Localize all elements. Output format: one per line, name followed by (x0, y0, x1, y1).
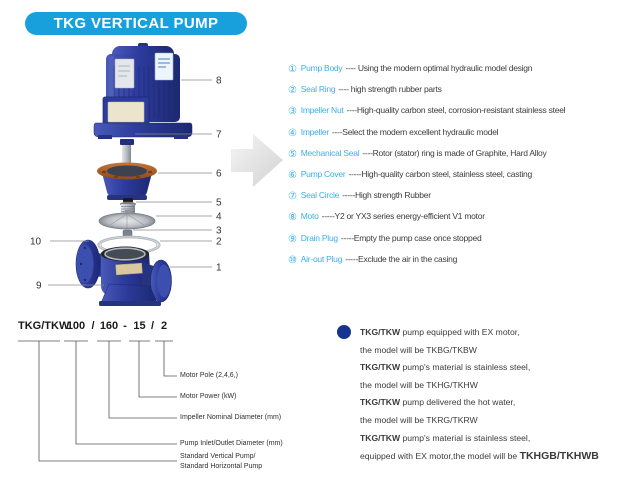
item-number: ④ (288, 128, 297, 139)
item-number: ⑦ (288, 191, 297, 202)
note-bullet-icon (337, 325, 351, 339)
inlet-flange (76, 240, 100, 288)
label-pump-type (180, 452, 262, 472)
motor (94, 43, 192, 139)
note-line: TKG/TKW pump's material is stainless steel, (360, 362, 531, 373)
part-description: -----Empty the pump case once stopped (340, 233, 482, 243)
label-motor-pole: Motor Pole (2,4,6,) (180, 372, 238, 379)
motor-flange (94, 123, 192, 137)
part-name: Mechanical Seal (300, 148, 360, 158)
note-line: the model will be TKBG/TKBW (360, 344, 477, 355)
pump-body (76, 240, 172, 306)
part-description: -----High strength Rubber (342, 190, 431, 200)
list-item (288, 105, 565, 117)
callout-9: 9 (36, 280, 42, 292)
model-sep2: - (123, 320, 127, 332)
item-number: ① (288, 64, 297, 75)
label-pump-type-line2: Standard Horizontal Pump (180, 463, 263, 470)
part-description: ----High-quality carbon steel, corrosion-resistant stainless steel (346, 105, 566, 115)
part-description: -----Exclude the air in the casing (345, 254, 458, 264)
item-number: ⑩ (288, 255, 297, 266)
motor-nameplate (115, 59, 134, 88)
item-number: ⑤ (288, 149, 297, 160)
part-name: Impeller (300, 127, 329, 137)
list-item (288, 63, 532, 75)
note-line: TKG/TKW pump's material is stainless steel, (360, 432, 531, 443)
part-description: -----High-quality carbon steel, stainless steel, casting (348, 169, 532, 179)
item-number: ⑨ (288, 234, 297, 245)
callout-8: 8 (216, 75, 222, 87)
part-name: Seal Circle (300, 190, 340, 200)
list-item (288, 190, 431, 202)
item-number: ③ (288, 106, 297, 117)
callout-4: 4 (216, 211, 222, 223)
note-line: the model will be TKRG/TKRW (360, 414, 478, 425)
pump-exploded-diagram (0, 40, 300, 320)
model-impeller: 160 (99, 320, 119, 332)
impeller (99, 210, 155, 229)
label-inlet-outlet: Pump Inlet/Outlet Diameter (mm) (180, 440, 283, 447)
label-pump-type-line1: Standard Vertical Pump/ (180, 453, 256, 460)
callout-3: 3 (216, 225, 222, 237)
page-title: TKG VERTICAL PUMP (25, 12, 247, 35)
label-impeller-diameter: Impeller Nominal Diameter (mm) (180, 414, 282, 421)
list-item (288, 211, 485, 223)
list-item (288, 127, 498, 139)
callout-6: 6 (216, 168, 222, 180)
pump-nameplate (116, 263, 143, 275)
impeller-nut (123, 230, 132, 237)
callout-5: 5 (216, 197, 222, 209)
direction-arrow-icon (231, 134, 283, 187)
part-name: Pump Cover (300, 169, 346, 179)
part-description: ----Rotor (stator) ring is made of Graphite, Hard Alloy (362, 148, 547, 158)
list-item (288, 233, 481, 245)
part-name: Impeller Nut (300, 105, 344, 115)
part-description: ----Select the modern excellent hydraulic model (331, 127, 499, 137)
callout-7: 7 (216, 129, 222, 141)
note-line: the model will be TKHG/TKHW (360, 379, 478, 390)
item-number: ⑧ (288, 212, 297, 223)
model-series: TKG/TKW (18, 320, 70, 332)
model-power: 15 (133, 320, 146, 332)
model-pole: 2 (160, 320, 168, 332)
list-item (288, 169, 532, 181)
part-name: Pump Body (300, 63, 343, 73)
note-line: TKG/TKW pump delivered the hot water, (360, 397, 516, 408)
part-name: Seal Ring (300, 84, 336, 94)
part-name: Air-out Plug (300, 254, 343, 264)
part-name: Moto (300, 211, 319, 221)
model-size: 100 (66, 320, 86, 332)
model-sep3: / (150, 320, 155, 332)
part-description: -----Y2 or YX3 series energy-efficient V1 motor (321, 211, 485, 221)
callout-1: 1 (216, 262, 222, 274)
note-line: TKG/TKW pump equipped with EX motor, (360, 327, 520, 337)
label-motor-power: Motor Power (kW) (180, 393, 237, 400)
part-description: ---- high strength rubber parts (338, 84, 442, 94)
model-sep1: / (91, 320, 95, 332)
item-number: ⑥ (288, 170, 297, 181)
pump-cover (97, 163, 157, 201)
callout-10: 10 (30, 236, 42, 248)
item-number: ② (288, 85, 297, 96)
list-item (288, 84, 442, 96)
note-line: equipped with EX motor,the model will be TKHGB/TKHWB (360, 450, 599, 463)
part-name: Drain Plug (300, 233, 338, 243)
list-item (288, 254, 457, 266)
part-description: ---- Using the modern optimal hydraulic model design (345, 63, 533, 73)
callout-2: 2 (216, 236, 222, 248)
model-notes (360, 327, 610, 462)
list-item (288, 148, 547, 160)
